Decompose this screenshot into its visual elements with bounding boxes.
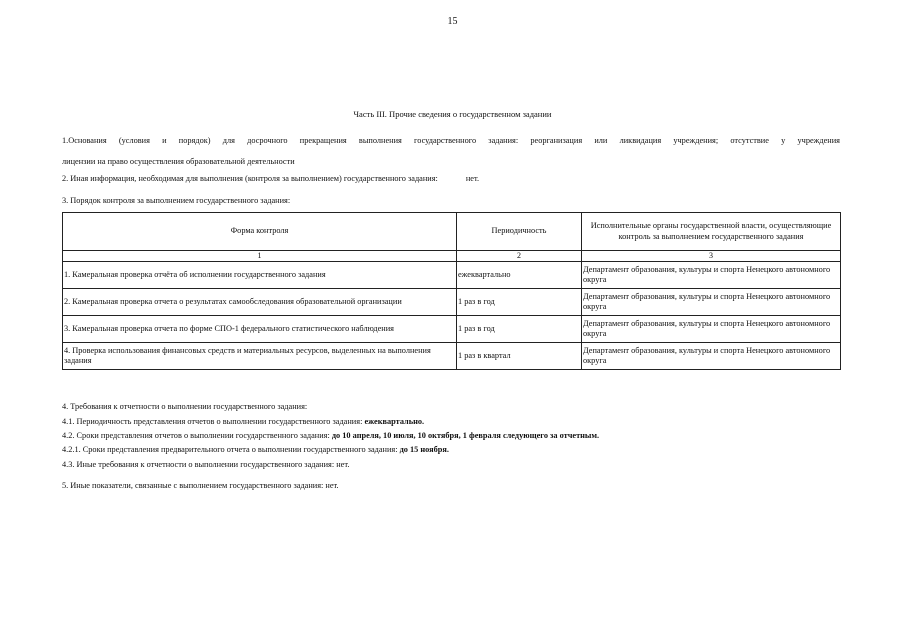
preliminary-report-value: до 15 ноября. (399, 445, 449, 454)
column-number: 2 (457, 251, 582, 262)
executive-body-cell: Департамент образования, культуры и спорта Ненецкого автономного округа (582, 262, 841, 289)
periodicity-cell: 1 раз в квартал (457, 343, 582, 370)
header-executive-bodies: Исполнительные органы государственной власти, осуществляющие контроль за выполнением государственного задания (582, 213, 841, 251)
section-title: Часть III. Прочие сведения о государственном задании (353, 109, 552, 119)
page-number: 15 (447, 16, 458, 27)
table-row (63, 289, 841, 316)
table-row (63, 262, 841, 289)
periodicity-cell: 1 раз в год (457, 316, 582, 343)
table-column-numbers-row (63, 251, 841, 262)
executive-body-cell: Департамент образования, культуры и спорта Ненецкого автономного округа (582, 316, 841, 343)
other-info-label: 2. Иная информация, необходимая для выполнения (контроля за выполнением) государственного задания: (62, 174, 438, 183)
table-row (63, 316, 841, 343)
termination-grounds-paragraph (62, 136, 840, 167)
executive-body-cell: Департамент образования, культуры и спорта Ненецкого автономного округа (582, 289, 841, 316)
control-form-cell: 4. Проверка использования финансовых средств и материальных ресурсов, выделенных на выполнения задания (63, 343, 457, 370)
periodicity-cell: ежеквартально (457, 262, 582, 289)
termination-grounds-line-1: 1.Основания (условия и порядок) для досрочного прекращения выполнения государственного задания: реорганизация или ликвидация учреждения; отсутствие у учреждения (62, 136, 840, 145)
preliminary-report-deadline (62, 445, 840, 455)
control-form-cell: 3. Камеральная проверка отчета по форме СПО-1 федерального статистического наблюдения (63, 316, 457, 343)
other-indicators: 5. Иные показатели, связанные с выполнением государственного задания: нет. (62, 481, 339, 490)
other-info-paragraph (62, 174, 840, 184)
control-table (62, 212, 841, 370)
other-reporting-requirements: 4.3. Иные требования к отчетности о выполнении государственного задания: нет. (62, 460, 350, 469)
reporting-periodicity-label: 4.1. Периодичность представления отчетов о выполнении государственного задания: (62, 417, 363, 426)
reporting-periodicity (62, 417, 840, 427)
reporting-requirements-heading: 4. Требования к отчетности о выполнении государственного задания: (62, 402, 308, 411)
preliminary-report-label: 4.2.1. Сроки представления предварительного отчета о выполнении государственного задания: (62, 445, 398, 454)
column-number: 1 (63, 251, 457, 262)
periodicity-cell: 1 раз в год (457, 289, 582, 316)
executive-body-cell: Департамент образования, культуры и спорта Ненецкого автономного округа (582, 343, 841, 370)
header-form-of-control: Форма контроля (63, 213, 457, 251)
other-info-value: нет. (465, 174, 480, 183)
reporting-periodicity-value: ежеквартально. (364, 417, 425, 426)
control-form-cell: 1. Камеральная проверка отчёта об исполнении государственного задания (63, 262, 457, 289)
table-row (63, 343, 841, 370)
reporting-deadlines-value: до 10 апреля, 10 июля, 10 октября, 1 февраля следующего за отчетным. (331, 431, 600, 440)
reporting-deadlines (62, 431, 840, 441)
termination-grounds-line-2: лицензии на право осуществления образовательной деятельности (62, 156, 295, 166)
control-form-cell: 2. Камеральная проверка отчета о результатах самообследования образовательной организации (63, 289, 457, 316)
header-periodicity: Периодичность (457, 213, 582, 251)
reporting-deadlines-label: 4.2. Сроки представления отчетов о выполнении государственного задания: (62, 431, 330, 440)
control-order-heading: 3. Порядок контроля за выполнением государственного задания: (62, 196, 291, 205)
table-header-row (63, 213, 841, 251)
column-number: 3 (582, 251, 841, 262)
